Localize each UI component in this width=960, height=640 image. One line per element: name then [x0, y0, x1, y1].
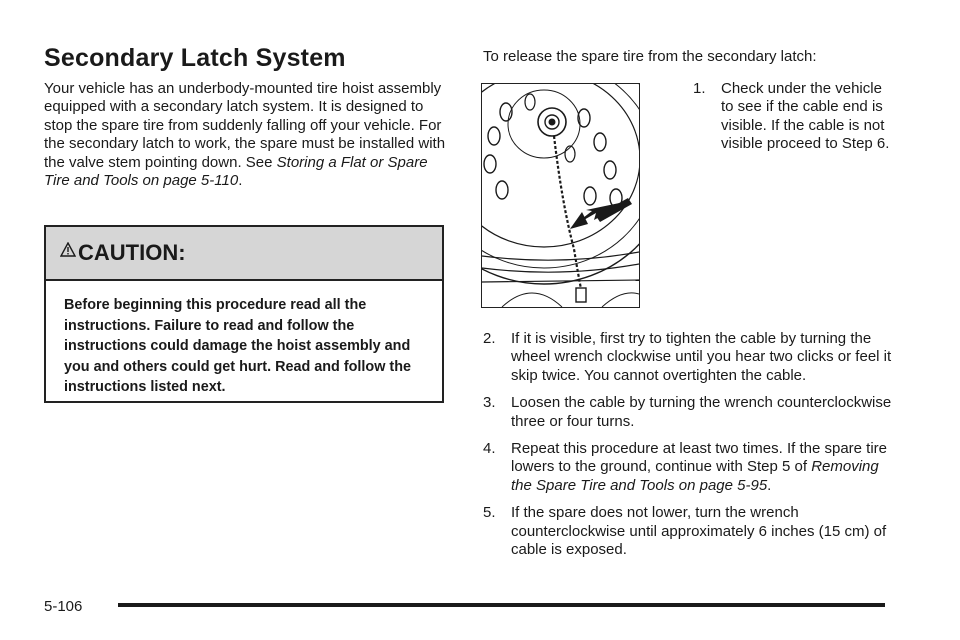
- step-text: If it is visible, first try to tighten the cable by turning the wheel wrench clockwise until you hear two clicks or feel it skip twice. You cannot overtighten the cable.: [511, 330, 892, 384]
- step-number: 2.: [483, 330, 496, 347]
- page-number: 5-106: [44, 598, 83, 615]
- list-item: [483, 394, 903, 431]
- step-number: 1.: [693, 80, 706, 97]
- step-text: Check under the vehicle to see if the cable end is visible. If the cable is not visible proceed to Step 6.: [721, 80, 890, 153]
- step-number: 4.: [483, 440, 496, 458]
- step-text: Loosen the cable by turning the wrench counterclockwise three or four turns.: [511, 394, 892, 430]
- step-1: [693, 80, 893, 163]
- step-text: If the spare does not lower, turn the wrench counterclockwise until approximately 6 inches (15 cm) of cable is exposed.: [511, 504, 887, 559]
- spare-tire-illustration: [481, 83, 640, 308]
- step-list: [483, 330, 903, 568]
- warning-triangle-icon: [60, 242, 76, 257]
- list-item: [483, 330, 903, 385]
- step-number: 5.: [483, 504, 496, 522]
- intro-text: Your vehicle has an underbody-mounted tire hoist assembly equipped with a secondary latch system. It is designed to stop the spare tire from suddenly falling off your vehicle. For the secondary latch to work, the spare must be installed with the valve stem pointing down. See: [44, 80, 446, 171]
- list-item: [483, 504, 903, 559]
- caution-body: Before beginning this procedure read all the instructions. Failure to read and follow the instructions could damage the hoist assembly and you and others could get hurt. Read and follow the instructions listed next.: [64, 297, 411, 396]
- intro-end: .: [238, 172, 243, 190]
- step-text: [511, 440, 903, 495]
- list-item: [693, 80, 893, 154]
- intro-paragraph: [44, 80, 454, 190]
- footer-rule: [118, 603, 885, 607]
- intro-reference-link[interactable]: Storing a Flat or Spare Tire and Tools on page 5-110: [44, 153, 428, 190]
- step-text-main: Repeat this procedure at least two times. If the spare tire lowers to the ground, continue with Step 5 of: [511, 440, 888, 476]
- step-text-end: .: [767, 476, 772, 494]
- caution-box: [44, 225, 444, 403]
- caution-header: [46, 227, 442, 281]
- page-title: Secondary Latch System: [44, 44, 346, 72]
- step-reference-link[interactable]: Removing the Spare Tire and Tools on page 5-95: [511, 458, 879, 494]
- list-item: [483, 440, 903, 495]
- step-number: 3.: [483, 394, 496, 412]
- procedure-intro: To release the spare tire from the secondary latch:: [483, 48, 817, 65]
- caution-title: CAUTION:: [78, 240, 186, 265]
